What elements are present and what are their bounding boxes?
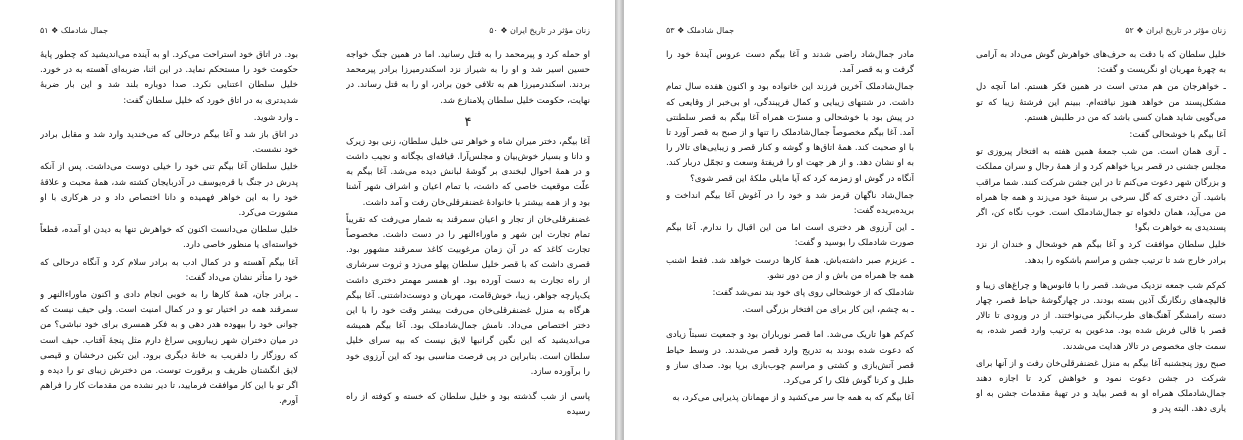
- section-ornament: ۴: [464, 114, 472, 130]
- page-header: [346, 26, 590, 40]
- paragraph: ـ این آرزوی هر دختری است اما من این اقبال را ندارم. آغا بیگم صورت شادملک را بوسید و گفت:: [666, 223, 914, 249]
- paragraph: پاسی از شب گذشته بود و خلیل سلطان که خسته و کوفته از راه رسیده: [346, 392, 590, 418]
- paragraph: آغا بیگم که به همه جا سر می‌کشید و از مهمانان پذیرایی می‌کرد، به: [672, 393, 914, 404]
- paragraph: خلیل سلطان آغا بیگم تنی خود را خیلی دوست می‌داشت. پس از آنکه پدرش در جنگ با قره‌یوسف در آذربایجان کشته شد، همهٔ محبت و علاقهٔ خود را به این خواهر فهمیده و دانا اختصاص داد و در هرکاری با او مشورت می‌کرد.: [40, 162, 298, 219]
- left-scanned-sheet: [0, 0, 616, 440]
- page-header: [40, 26, 298, 40]
- page-50: [346, 0, 590, 440]
- page-text: [346, 48, 590, 440]
- paragraph: ـ خواهرجان من هم مدتی است در همین فکر هستم. اما آنچه دل مشکل‌پسند من خواهد هنوز نیافته‌ام. ببینم این فرشتهٔ زیبا که تو می‌گویی شاید همان کسی باشد که من در طلبش هستم.: [976, 82, 1226, 123]
- page-number: جمال شادملک ❖ ۵۳: [666, 26, 735, 35]
- paragraph: خلیل سلطان که با دقت به حرف‌های خواهرش گوش می‌داد به آرامی به چهرهٔ مهربان او نگریست و گفت:: [976, 50, 1226, 76]
- paragraph: غضنفرقلی‌خان از تجار و اعیان سمرقند به شمار می‌رفت که تقریباً تمام تجارت این شهر و ماوراءالنهر را در دست داشت. مخصوصاً تجارت کاغذ که در آن زمان مرغوبیت کاغذ سمرقند مشهور بود. قصری داشت که با قصر خلیل سلطان پهلو می‌زد و ثروت سرشاری از راه تجارت به دست آورده بود. او همسر مهمتر دختری داشت یک‌پارچه جواهر، زیبا، خوش‌قامت، مهربان و دوست‌داشتنی. آغا بیگم هرگاه به منزل غضنفرقلی‌خان می‌رفت بیشتر وقت خود را با این دختر اختصاص می‌داد. نامش جمال‌شادملک بود. آغا بیگم همیشه می‌اندیشید که این نگین گرانبها لایق نیست که بیه سرای خلیل سلطان است. بنابراین در پی فرصت مناسبی بود که این آرزوی خود را برآورده سازد.: [346, 214, 590, 377]
- paragraph: آغا بیگم با خوشحالی گفت:: [1129, 130, 1226, 141]
- paragraph: ـ برادر جان، همهٔ کارها را به خوبی انجام دادی و اکنون ماوراءالنهر و سمرقند همه در اختیار تو و در کمال امنیت است. ولی حیف نیست که جوانی خود را بیهوده هدر دهی و به فکر همسری برای خود نباشی؟ من در میان دختران شهر زیبارویی سراغ دارم مثل پنجهٔ آفتاب. حیف است که روزگار را دلفریب به خانهٔ دیگری برود. این تکین درخشان و قیصی لایق انگشتان ظریف و برقورت توست. من دخترش زیبای تو را دیده و اگر تو با این کار موافقت فرمایید، تا دیر نشده من مقدمات کار را فراهم آورم.: [40, 290, 298, 407]
- page-52: [976, 0, 1226, 440]
- right-scanned-sheet: [623, 0, 1243, 440]
- paragraph: کم‌کم هوا تاریک می‌شد. اما قصر نورباران بود و جمعیت نسبتاً زیادی که دعوت شده بودند به تدریج وارد قصر می‌شدند. در وسط حیاط قصر آتش‌بازی و کشتی و مراسم چوب‌بازی برپا بود. صدای ساز و طبل و کرنا گوش فلک را کر می‌کرد.: [666, 330, 914, 387]
- paragraph: جمال‌شاد ناگهان قرمز شد و خود را در آغوش آغا بیگم انداخت و بریده‌بریده گفت:: [666, 190, 914, 217]
- page-number: جمال شادملک ❖ ۵۱: [40, 26, 109, 35]
- paragraph: ـ عزیزم صبر داشته‌باش. همهٔ کارها درست خواهد شد. فقط اشنب همه جا همراه من باش و از من دور نشو.: [666, 255, 914, 281]
- book-gutter: [615, 0, 623, 440]
- paragraph: آغا بیگم، دختر میران شاه و خواهر تنی خلیل سلطان، زنی بود زیرک و دانا و بسیار خوش‌بیان و مجلس‌آرا. قیافه‌ای بچگانه و نجیب داشت و در همهٔ احوال لبخندی بر گوشهٔ لبانش دیده می‌شد. آغا بیگم به علّت موقعیت خاصی که داشت، با تمام اعیان و اشراف شهر آشنا بود و از همه بیشتر با خانوادهٔ غضنفرقلی‌خان رفت و آمد داشت.: [346, 136, 590, 208]
- paragraph: آغا بیگم آهسته و در کمال ادب به برادر سلام کرد و آنگاه درحالی که خود را متأثر نشان می‌داد گفت:: [40, 257, 298, 283]
- page-header: [976, 26, 1226, 40]
- paragraph: ـ به چشم، این کار برای من افتخار بزرگی است.: [742, 305, 914, 316]
- paragraph: او حمله کرد و پیرمحمد را به قتل رسانید. اما در همین جنگ خواجه حسین اسیر شد و او را به شیراز نزد اسکندرمیرزا برادر پیرمحمد بردند. اسکندرمیرزا هم به تلافی خون برادر، او را به قتل رساند. در نهایت، حکومت خلیل سلطان پلامنازع شد.: [346, 50, 590, 106]
- page-running-title: زنان مؤثر در تاریخ ایران ❖ ۵۰: [489, 26, 590, 35]
- paragraph: در اتاق باز شد و آغا بیگم درحالی که می‌خندید وارد شد و مقابل برادر خود نشست.: [40, 130, 298, 156]
- paragraph: شادملک که از خوشحالی روی پای خود بند نمی‌شد گفت:: [712, 288, 914, 299]
- paragraph: مادر جمال‌شاد راضی شدند و آغا بیگم دست عروس آیندهٔ خود را گرفت و به قصر آمد.: [666, 50, 914, 76]
- paragraph: بود. در اتاق خود استراحت می‌کرد. او به آینده می‌اندیشید که چطور پایهٔ حکومت خود را مستحکم نماید. در این اثنا، ضربه‌ای آهسته به در خورد. خلیل سلطان اعتنایی نکرد. صدا دوباره بلند شد و این بار ضربهٔ شدیدتری به در اتاق خورد که خلیل سلطان گفت:: [40, 50, 298, 106]
- page-51: [40, 0, 298, 440]
- paragraph: صبح روز پنجشنبه آغا بیگم به منزل غضنفرقلی‌خان رفت و از آنها برای شرکت در جشن دعوت نمود و خواهش کرد تا اجازه دهند جمال‌شادملک همراه او به قصر بیاید و در تهیهٔ مقدمات جشن به او یاری دهد. البته پدر و: [976, 358, 1226, 415]
- page-text: [976, 48, 1226, 440]
- page-running-title: زنان مؤثر در تاریخ ایران ❖ ۵۲: [1125, 26, 1226, 35]
- paragraph: ـ وارد شوید.: [253, 112, 298, 123]
- page-text: [40, 48, 298, 440]
- paragraph: ـ آری همان است. من شب جمعهٔ همین هفته به افتخار پیروزی تو مجلس جشنی در قصر برپا خواهم کرد و از همهٔ رجال و سران مملکت و بزرگان شهر دعوت می‌کنم تا در این جشن شرکت کنند. شما مراقب باشید. آن دختری که گل سرخی بر سینهٔ خود می‌زند و همه جا همراه من می‌آید، همان دلخواه تو جمال‌شادملک است. خوب نگاه کن، اگر پسندیدی به خواهرت بگو!: [976, 147, 1226, 234]
- page-header: [666, 26, 914, 40]
- paragraph: کم‌کم شب جمعه نزدیک می‌شد. قصر را با فانوس‌ها و چراغ‌های زیبا و قالیچه‌های رنگارنگ آذین بسته بودند. در چهارگوشهٔ حیاط قصر، چهار دسته رامشگر آهنگ‌های طرب‌انگیز می‌نواختند. از در ورودی تا تالار قصر با قالی فرش شده بود. مدعوین به ترتیب وارد قصر شده، به سمت جای مخصوص در تالار هدایت می‌شدند.: [976, 280, 1226, 352]
- paragraph: خلیل سلطان موافقت کرد و آغا بیگم هم خوشحال و خندان از نزد برادر خارج شد تا ترتیب جشن و مراسم باشکوه را بدهد.: [976, 240, 1226, 266]
- page-53: [666, 0, 914, 440]
- page-text: [666, 48, 914, 440]
- paragraph: جمال‌شادملک آخرین فرزند این خانواده بود و اکنون هفده سال تمام داشت. در شتنهای زیبایی و کمال فریبندگی، او بی‌خبر از وقایعی که در پیش بود با خوشحالی و مسرّت همراه آغا بیگم به قصر سلطنتی آمد. آغا بیگم مخصوصاً جمال‌شادملک را تنها و از صبح به قصر آورد تا با او صحبت کند. همهٔ اتاق‌ها و گوشه و کنار قصر و زیبایی‌های تالار را به او نشان دهد. و از هر جهت او را فریفتهٔ وسعت و تجمّل دربار کند. آنگاه در گوش او زمزمه کرد که آیا مایلی ملکهٔ این قصر شوی؟: [666, 82, 914, 184]
- paragraph: خلیل سلطان می‌دانست اکنون که خواهرش تنها به دیدن او آمده، قطعاً خواسته‌ای یا منظور خاصی دارد.: [40, 225, 298, 251]
